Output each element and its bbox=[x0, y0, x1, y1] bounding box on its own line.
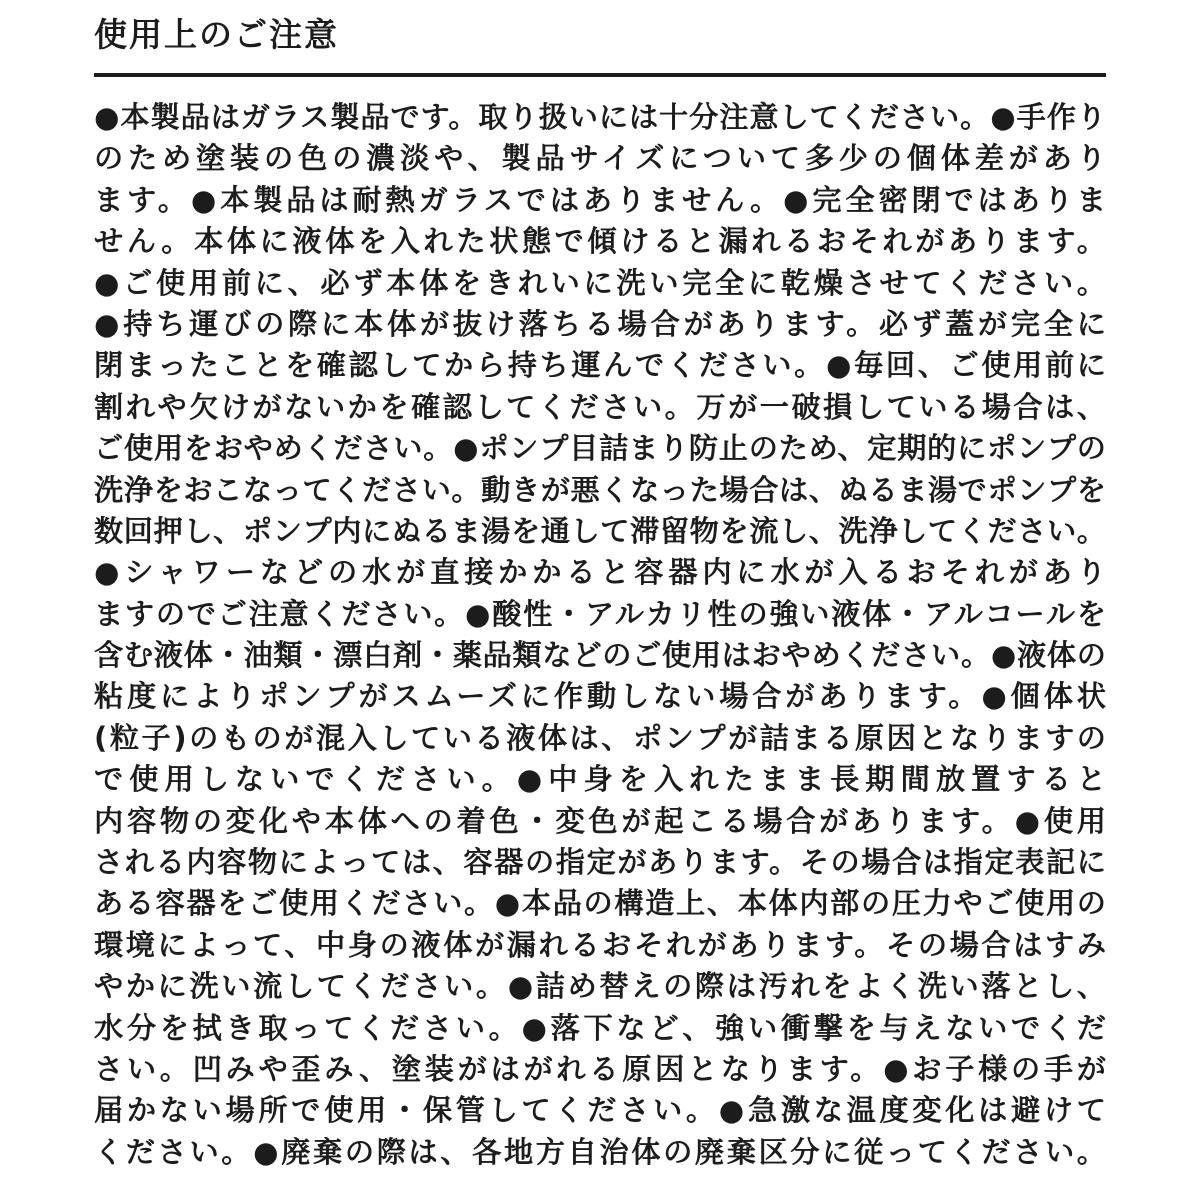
notice-line: (粒子)のものが混入している液体は、ポンプが詰まる原因となりますの bbox=[94, 720, 1106, 755]
notice-line: ある容器をご使用ください。●本品の構造上、本体内部の圧力やご使用の bbox=[94, 886, 1106, 921]
notice-line: さい。凹みや歪み、塗装がはがれる原因となります。●お子様の手が bbox=[94, 1051, 1106, 1086]
notice-line: ●シャワーなどの水が直接かかると容器内に水が入るおそれがあり bbox=[94, 555, 1106, 590]
notice-line: のため塗装の色の濃淡や、製品サイズについて多少の個体差があり bbox=[94, 141, 1106, 176]
notice-line: ●本製品はガラス製品です。取り扱いには十分注意してください。●手作り bbox=[94, 100, 1106, 134]
notice-line: 水分を拭き取ってください。●落下など、強い衝撃を与えないでくだ bbox=[94, 1010, 1106, 1045]
notice-line: ●ご使用前に、必ず本体をきれいに洗い完全に乾燥させてください。 bbox=[94, 265, 1106, 300]
notice-line: ご使用をおやめください。●ポンプ目詰まり防止のため、定期的にポンプの bbox=[94, 431, 1106, 466]
notice-line: 環境によって、中身の液体が漏れるおそれがあります。その場合はすみ bbox=[94, 927, 1106, 962]
notice-line: で使用しないでください。●中身を入れたまま長期間放置すると bbox=[94, 762, 1106, 797]
notice-line: せん。本体に液体を入れた状態で傾けると漏れるおそれがあります。 bbox=[94, 224, 1106, 259]
notice-line: 粘度によりポンプがスムーズに作動しない場合があります。●個体状 bbox=[94, 679, 1106, 714]
notice-line: 閉まったことを確認してから持ち運んでください。●毎回、ご使用前に bbox=[94, 348, 1106, 383]
notice-line: 含む液体・油類・漂白剤・薬品類などのご使用はおやめください。●液体の bbox=[94, 638, 1106, 673]
notice-body bbox=[94, 97, 1106, 1173]
notice-line: される内容物によっては、容器の指定があります。その場合は指定表記に bbox=[94, 845, 1106, 880]
notice-line: 内容物の変化や本体への着色・変色が起こる場合があります。●使用 bbox=[94, 803, 1106, 838]
notice-line: 洗浄をおこなってください。動きが悪くなった場合は、ぬるま湯でポンプを bbox=[94, 472, 1106, 507]
notice-line: 割れや欠けがないかを確認してください。万が一破損している場合は、 bbox=[94, 389, 1106, 424]
notice-line: 数回押し、ポンプ内にぬるま湯を通して滞留物を流し、洗浄してください。 bbox=[94, 513, 1106, 548]
notice-line: やかに洗い流してください。●詰め替えの際は汚れをよく洗い落とし、 bbox=[94, 969, 1106, 1004]
notice-line: ください。●廃棄の際は、各地方自治体の廃棄区分に従ってください。 bbox=[94, 1134, 1106, 1169]
notice-line: ●持ち運びの際に本体が抜け落ちる場合があります。必ず蓋が完全に bbox=[94, 306, 1106, 341]
title-divider bbox=[94, 73, 1106, 77]
caution-notice bbox=[94, 0, 1106, 1173]
notice-line: ます。●本製品は耐熱ガラスではありません。●完全密閉ではありま bbox=[94, 182, 1106, 217]
notice-line: 届かない場所で使用・保管してください。●急激な温度変化は避けて bbox=[94, 1093, 1106, 1128]
notice-line: ますのでご注意ください。●酸性・アルカリ性の強い液体・アルコールを bbox=[94, 596, 1106, 631]
notice-title: 使用上のご注意 bbox=[94, 15, 339, 54]
